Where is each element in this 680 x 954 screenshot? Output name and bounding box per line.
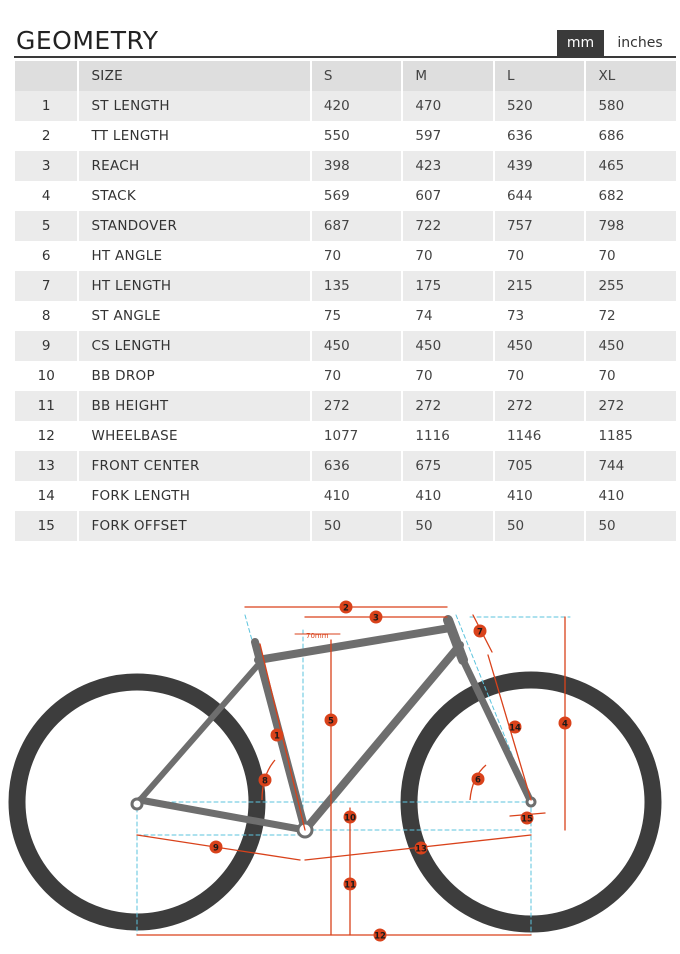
measurement-name: FRONT CENTER (79, 451, 311, 481)
measurement-value: 135 (312, 271, 404, 301)
geometry-table (15, 61, 676, 541)
measurement-value: 1146 (495, 421, 587, 451)
measurement-value: 74 (403, 301, 495, 331)
measurement-value: 255 (586, 271, 676, 301)
table-row (15, 421, 676, 451)
measurement-value: 470 (403, 91, 495, 121)
measurement-name: HT LENGTH (79, 271, 311, 301)
column-header: SIZE (79, 61, 311, 91)
measurement-value: 420 (312, 91, 404, 121)
measurement-value: 607 (403, 181, 495, 211)
bike-geometry-diagram (0, 560, 680, 954)
row-number: 14 (15, 481, 79, 511)
measurement-value: 72 (586, 301, 676, 331)
row-number: 8 (15, 301, 79, 331)
measurement-value: 70 (403, 361, 495, 391)
column-header: M (403, 61, 495, 91)
measurement-value: 70 (312, 361, 404, 391)
column-header (15, 61, 79, 91)
measurement-name: CS LENGTH (79, 331, 311, 361)
table-row (15, 271, 676, 301)
measurement-value: 70 (403, 241, 495, 271)
measurement-value: 423 (403, 151, 495, 181)
measurement-value: 272 (586, 391, 676, 421)
measurement-value: 70 (586, 361, 676, 391)
table-row (15, 361, 676, 391)
measurement-value: 75 (312, 301, 404, 331)
table-row (15, 331, 676, 361)
top-tube (258, 628, 450, 660)
measurement-value: 744 (586, 451, 676, 481)
measurement-value: 272 (403, 391, 495, 421)
marker-3-label: 3 (373, 613, 379, 624)
measurement-value: 398 (312, 151, 404, 181)
measurement-value: 410 (586, 481, 676, 511)
measurement-name: HT ANGLE (79, 241, 311, 271)
marker-12-label: 12 (374, 931, 386, 942)
unit-toggle-inches[interactable]: inches (617, 35, 663, 51)
measurement-value: 757 (495, 211, 587, 241)
row-number: 11 (15, 391, 79, 421)
row-number: 13 (15, 451, 79, 481)
column-header: L (495, 61, 587, 91)
measurement-value: 410 (312, 481, 404, 511)
table-row (15, 241, 676, 271)
measurement-value: 450 (403, 331, 495, 361)
rear-dropout (132, 799, 142, 809)
unit-toggle-mm[interactable]: mm (557, 30, 604, 56)
marker-7-label: 7 (477, 627, 483, 638)
measurement-value: 580 (586, 91, 676, 121)
measurement-name: STANDOVER (79, 211, 311, 241)
measurement-value: 450 (312, 331, 404, 361)
measurement-name: FORK LENGTH (79, 481, 311, 511)
geometry-header (14, 24, 676, 58)
measurement-name: BB DROP (79, 361, 311, 391)
measurement-value: 272 (495, 391, 587, 421)
marker-14-label: 14 (509, 723, 521, 734)
table-row (15, 91, 676, 121)
measurement-name: REACH (79, 151, 311, 181)
column-header: XL (586, 61, 676, 91)
row-number: 12 (15, 421, 79, 451)
measurement-name: STACK (79, 181, 311, 211)
marker-11-label: 11 (344, 880, 356, 891)
measurement-value: 70 (495, 361, 587, 391)
row-number: 1 (15, 91, 79, 121)
row-number: 5 (15, 211, 79, 241)
measurement-value: 1116 (403, 421, 495, 451)
table-row (15, 181, 676, 211)
measurement-value: 70 (312, 241, 404, 271)
measurement-value: 410 (403, 481, 495, 511)
measurement-value: 215 (495, 271, 587, 301)
marker-10-label: 10 (344, 813, 356, 824)
table-row (15, 301, 676, 331)
page-title: GEOMETRY (16, 26, 159, 55)
measurement-name: ST LENGTH (79, 91, 311, 121)
row-number: 3 (15, 151, 79, 181)
measurement-name: ST ANGLE (79, 301, 311, 331)
table-row (15, 451, 676, 481)
marker-1-label: 1 (274, 731, 280, 742)
marker-15-label: 15 (521, 814, 533, 825)
chain-stay (140, 800, 305, 830)
marker-5-label: 5 (328, 716, 334, 727)
row-number: 10 (15, 361, 79, 391)
row-number: 9 (15, 331, 79, 361)
measurement-value: 686 (586, 121, 676, 151)
marker-2-label: 2 (343, 603, 349, 614)
measurement-name: TT LENGTH (79, 121, 311, 151)
table-row (15, 151, 676, 181)
measurement-value: 520 (495, 91, 587, 121)
table-row (15, 481, 676, 511)
column-header: S (312, 61, 404, 91)
measurement-value: 569 (312, 181, 404, 211)
measurement-value: 550 (312, 121, 404, 151)
measurement-value: 175 (403, 271, 495, 301)
annotation-70mm: 70mm (306, 632, 329, 640)
row-number: 6 (15, 241, 79, 271)
measurement-value: 70 (586, 241, 676, 271)
measurement-value: 682 (586, 181, 676, 211)
measurement-value: 70 (495, 241, 587, 271)
measurement-value: 50 (586, 511, 676, 541)
marker-8-label: 8 (262, 776, 268, 787)
measurement-value: 687 (312, 211, 404, 241)
header-divider (14, 56, 676, 58)
table-header-row (15, 61, 676, 91)
marker-6-label: 6 (475, 775, 481, 786)
measurement-value: 410 (495, 481, 587, 511)
measurement-value: 722 (403, 211, 495, 241)
measurement-value: 50 (312, 511, 404, 541)
measurement-value: 1185 (586, 421, 676, 451)
measurement-name: WHEELBASE (79, 421, 311, 451)
measurement-value: 1077 (312, 421, 404, 451)
table-row (15, 211, 676, 241)
table-row (15, 511, 676, 541)
measurement-value: 50 (495, 511, 587, 541)
measurement-value: 50 (403, 511, 495, 541)
measurement-value: 465 (586, 151, 676, 181)
row-number: 4 (15, 181, 79, 211)
table-row (15, 121, 676, 151)
row-number: 15 (15, 511, 79, 541)
measurement-name: BB HEIGHT (79, 391, 311, 421)
table-row (15, 391, 676, 421)
row-number: 2 (15, 121, 79, 151)
measurement-value: 636 (495, 121, 587, 151)
measurement-value: 636 (312, 451, 404, 481)
measurement-value: 798 (586, 211, 676, 241)
measurement-value: 272 (312, 391, 404, 421)
measurement-value: 439 (495, 151, 587, 181)
marker-9-label: 9 (213, 843, 219, 854)
measurement-value: 450 (586, 331, 676, 361)
measurement-value: 73 (495, 301, 587, 331)
row-number: 7 (15, 271, 79, 301)
marker-4-label: 4 (562, 719, 568, 730)
marker-13-label: 13 (415, 844, 427, 855)
measurement-name: FORK OFFSET (79, 511, 311, 541)
measurement-value: 675 (403, 451, 495, 481)
measurement-value: 644 (495, 181, 587, 211)
measurement-value: 705 (495, 451, 587, 481)
measurement-value: 450 (495, 331, 587, 361)
measurement-value: 597 (403, 121, 495, 151)
